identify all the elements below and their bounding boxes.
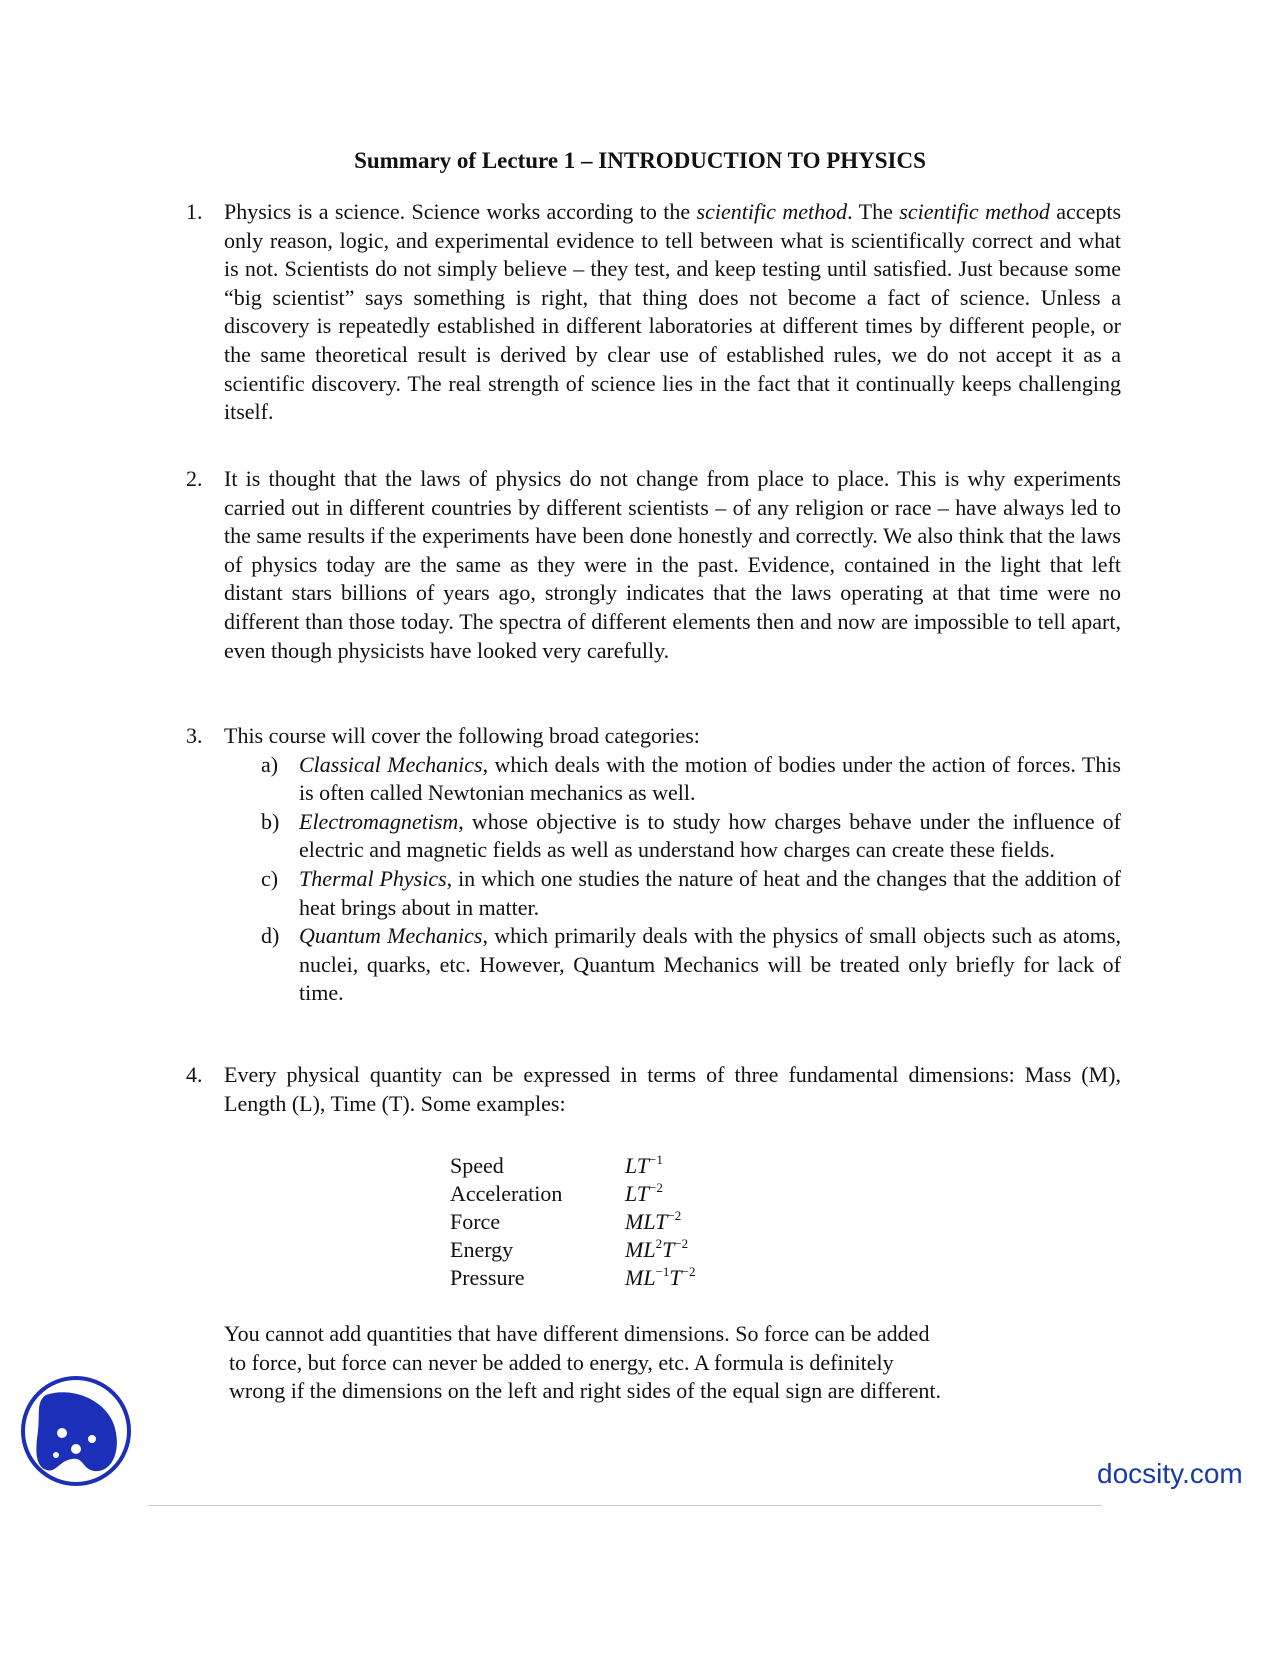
item-text: . The xyxy=(847,199,900,224)
sub-item-letter: b) xyxy=(261,808,280,834)
table-row xyxy=(450,1208,696,1236)
sub-item-letter: d) xyxy=(261,923,280,949)
closing-line: to force, but force can never be added to energy, etc. A formula is definitely xyxy=(229,1349,894,1375)
sub-item-d xyxy=(261,922,1121,1008)
quantity-name: Pressure xyxy=(450,1265,525,1290)
quantity-name: Acceleration xyxy=(450,1181,563,1206)
sub-item-term: Classical Mechanics xyxy=(299,751,483,777)
table-row xyxy=(450,1264,696,1292)
list-item-3 xyxy=(186,722,1122,1008)
closing-line: You cannot add quantities that have different dimensions. So force can be added xyxy=(224,1321,930,1346)
list-item-4 xyxy=(186,1061,1121,1118)
sub-item-b xyxy=(261,808,1121,865)
dimension-formula: $LT^{-1}$ xyxy=(625,1152,663,1178)
emphasis-text: scientific method xyxy=(899,199,1050,224)
emphasis-text: scientific method xyxy=(696,199,848,224)
sub-item-term: Electromagnetism xyxy=(299,808,459,834)
sub-item-text: , which deals with the motion of bodies under the action of forces. This is often called Newtonian mechanics as well. xyxy=(299,751,1121,806)
dimensions-table xyxy=(450,1152,696,1292)
closing-paragraph xyxy=(224,1320,941,1406)
quantity-name: Force xyxy=(450,1209,501,1234)
docsity-logo-icon[interactable] xyxy=(20,1375,132,1487)
item-text: Every physical quantity can be expressed in terms of three fundamental dimensions: Mass (M), Length (L), Time (T). Some examples: xyxy=(224,1062,1121,1116)
page-title: Summary of Lecture 1 – INTRODUCTION TO PHYSICS xyxy=(354,148,926,173)
item-text: This course will cover the following broad categories: xyxy=(224,723,700,748)
item-number: 1. xyxy=(186,199,203,224)
item-text: Physics is a science. Science works according to the xyxy=(224,199,697,224)
dimension-formula: $MLT^{-2}$ xyxy=(625,1208,682,1234)
quantity-name: Energy xyxy=(450,1237,514,1262)
table-row xyxy=(450,1236,696,1264)
dimension-formula: $LT^{-2}$ xyxy=(625,1180,663,1206)
item-number: 3. xyxy=(186,723,203,748)
sub-item-c xyxy=(261,865,1122,922)
footer-divider xyxy=(148,1505,1102,1506)
sub-item-text: , which primarily deals with the physics of small objects such as atoms, nuclei, quarks, etc. However, Quantum Mechanics will be treated only briefly for lack of time. xyxy=(299,923,1121,1006)
dimension-formula: $ML^{-1}T^{-2}$ xyxy=(625,1264,696,1290)
sub-item-letter: a) xyxy=(261,751,279,777)
sub-item-term: Quantum Mechanics xyxy=(299,923,483,949)
item-text: accepts only reason, logic, and experimental evidence to tell between what is scientifically correct and what is not. Scientists do not simply believe – they test, and keep testing until satisfied. Just because some “big scientist” says something is right, that thing does not become a fact of science. Unless a discovery is repeatedly established in different laboratories at different times by different people, or the same theoretical result is derived by clear use of established rules, we do not accept it as a scientific discovery. The real strength of science lies in the fact that it continually keeps challenging itself. xyxy=(224,199,1122,425)
sub-item-text: , in which one studies the nature of heat and the changes that the addition of heat brings about in matter. xyxy=(299,865,1122,920)
table-row xyxy=(450,1180,696,1208)
item-number: 2. xyxy=(186,466,203,491)
brand-link[interactable]: docsity.com xyxy=(1097,1458,1243,1489)
dimension-formula: $ML^2T^{-2}$ xyxy=(625,1236,689,1262)
sub-item-term: Thermal Physics xyxy=(299,865,447,891)
item-text: It is thought that the laws of physics do not change from place to place. This is why experiments carried out in different countries by different scientists – of any religion or race – have always led to the same results if the experiments have been done honestly and correctly. We also think that the laws of physics today are the same as they were in the past. Evidence, contained in the light that left distant stars billions of years ago, strongly indicates that the laws operating at that time were no different than those today. The spectra of different elements then and now are impossible to tell apart, even though physicists have looked very carefully. xyxy=(224,466,1121,663)
sub-item-a xyxy=(261,751,1121,808)
sub-item-letter: c) xyxy=(261,865,279,891)
quantity-name: Speed xyxy=(450,1153,504,1178)
item-number: 4. xyxy=(186,1062,203,1087)
table-row xyxy=(450,1152,696,1180)
list-item-2 xyxy=(186,465,1121,665)
closing-line: wrong if the dimensions on the left and right sides of the equal sign are different. xyxy=(229,1378,941,1404)
sub-item-text: , whose objective is to study how charges behave under the influence of electric and magnetic fields as well as understand how charges can create these fields. xyxy=(299,808,1121,863)
list-item-1 xyxy=(186,198,1122,427)
